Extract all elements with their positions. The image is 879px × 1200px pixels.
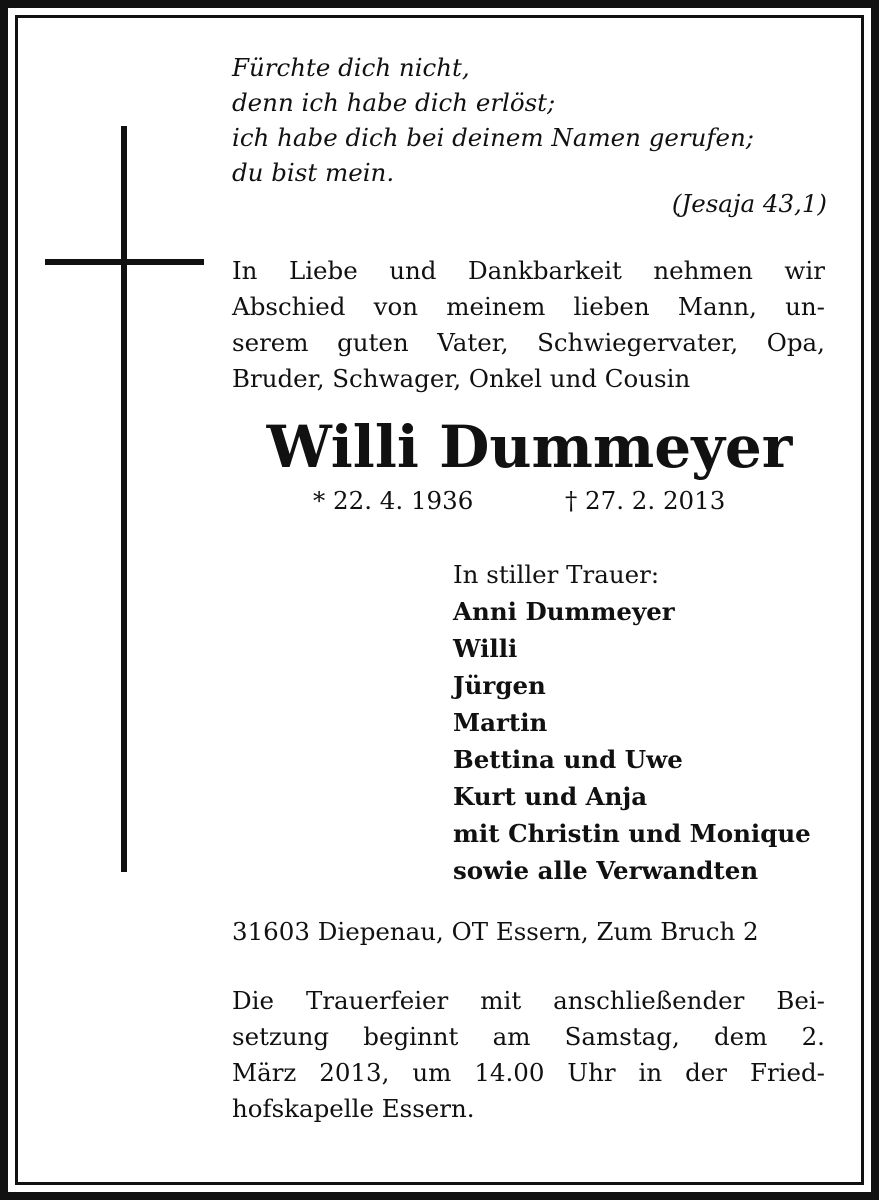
word: un-	[785, 292, 825, 321]
farewell-text	[232, 253, 825, 397]
cross-horizontal-bar	[45, 259, 204, 265]
text-line	[232, 983, 825, 1019]
word: von	[373, 292, 419, 321]
word: März	[232, 1058, 297, 1087]
word: In	[232, 256, 258, 285]
verse-line: ich habe dich bei deinem Namen gerufen;	[232, 123, 755, 152]
text-line	[232, 1091, 825, 1127]
mourner-name: Martin	[453, 708, 548, 737]
word: 14.00	[474, 1058, 545, 1087]
word: Vater,	[437, 328, 509, 357]
text-line	[232, 1019, 825, 1055]
mourner-name: Willi	[453, 634, 518, 663]
word: Mann,	[677, 292, 757, 321]
death-date: † 27. 2. 2013	[565, 486, 726, 515]
verse-line: du bist mein.	[232, 158, 395, 187]
word: lieben	[573, 292, 650, 321]
word: 2013,	[319, 1058, 390, 1087]
word: Uhr	[567, 1058, 616, 1087]
word: serem	[232, 328, 309, 357]
word: Opa,	[766, 328, 825, 357]
mourner-name: Anni Dummeyer	[453, 597, 675, 626]
birth-date: * 22. 4. 1936	[313, 486, 474, 515]
address: 31603 Diepenau, OT Essern, Zum Bruch 2	[232, 917, 759, 946]
mourner-name: Jürgen	[453, 671, 546, 700]
word: hofskapelle Essern.	[232, 1094, 475, 1123]
verse-line: Fürchte dich nicht,	[232, 53, 470, 82]
word: Abschied	[232, 292, 346, 321]
cross-vertical-bar	[121, 126, 127, 872]
text-line	[232, 325, 825, 361]
text-line	[232, 253, 825, 289]
word: und	[389, 256, 437, 285]
text-line	[232, 1055, 825, 1091]
word: Fried-	[749, 1058, 825, 1087]
word: meinem	[446, 292, 546, 321]
text-line	[232, 289, 825, 325]
word: 2.	[801, 1022, 825, 1051]
word: beginnt	[363, 1022, 459, 1051]
funeral-notice	[232, 983, 825, 1127]
word: setzung	[232, 1022, 330, 1051]
mourner-name: sowie alle Verwandten	[453, 856, 759, 885]
word: nehmen	[653, 256, 753, 285]
word: in	[638, 1058, 663, 1087]
word: Bruder, Schwager, Onkel und Cousin	[232, 364, 691, 393]
bible-verse	[232, 50, 827, 190]
verse-line: denn ich habe dich erlöst;	[232, 88, 556, 117]
text-line	[232, 361, 825, 397]
word: wir	[784, 256, 825, 285]
word: am	[492, 1022, 531, 1051]
word: der	[685, 1058, 727, 1087]
word: Trauerfeier	[305, 986, 449, 1015]
word: Die	[232, 986, 274, 1015]
word: Dankbarkeit	[467, 256, 622, 285]
word: mit	[480, 986, 522, 1015]
word: um	[412, 1058, 452, 1087]
word: dem	[713, 1022, 768, 1051]
verse-reference: (Jesaja 43,1)	[671, 189, 827, 218]
mourner-name: mit Christin und Monique	[453, 819, 811, 848]
word: Samstag,	[564, 1022, 680, 1051]
word: guten	[337, 328, 409, 357]
deceased-name: Willi Dummeyer	[266, 413, 793, 481]
mourner-name: Bettina und Uwe	[453, 745, 683, 774]
word: anschließender	[553, 986, 745, 1015]
word: Liebe	[288, 256, 358, 285]
mourner-name: Kurt und Anja	[453, 782, 648, 811]
mourning-intro: In stiller Trauer:	[453, 560, 660, 589]
mourners-block	[453, 556, 811, 889]
word: Bei-	[776, 986, 825, 1015]
word: Schwiegervater,	[537, 328, 739, 357]
